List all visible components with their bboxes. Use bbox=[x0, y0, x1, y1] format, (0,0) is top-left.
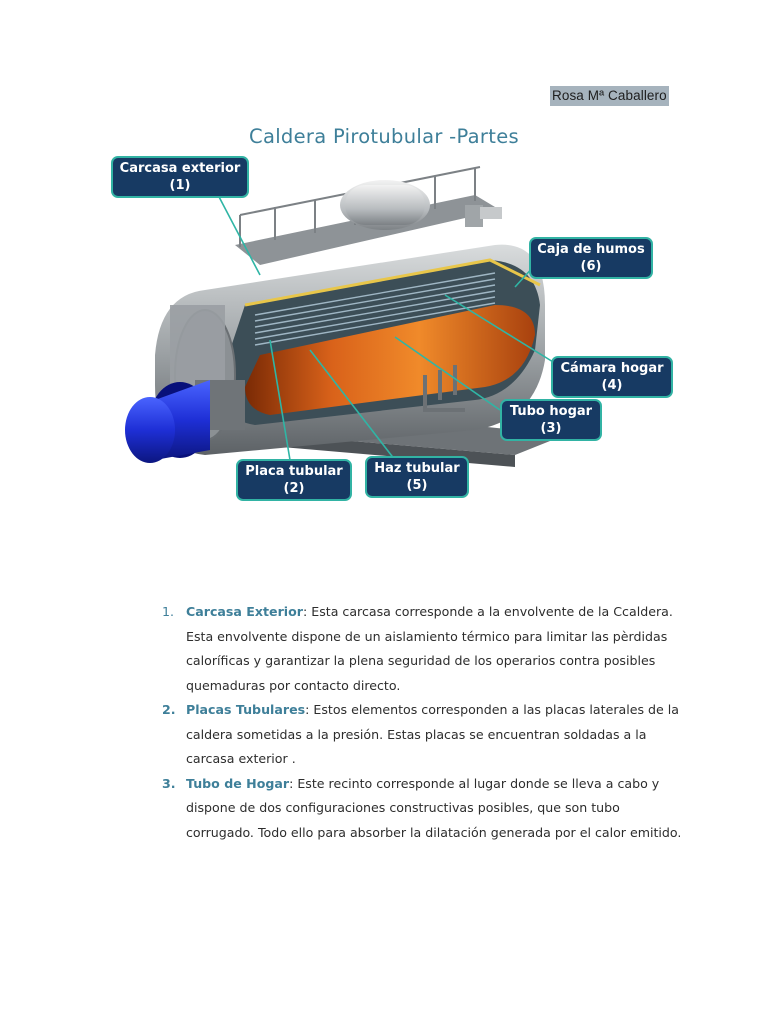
item-text: Estos elementos corresponden a las placas laterales de la caldera sometidas a la presión. Estas placas se encuentran soldadas a la carcasa exterior . bbox=[186, 702, 679, 766]
item-term: Placas Tubulares bbox=[186, 702, 306, 717]
item-number: 1. bbox=[162, 604, 175, 619]
callout-number: (5) bbox=[406, 478, 428, 493]
item-text: Esta carcasa corresponde a la envolvente de la Ccaldera. Esta envolvente dispone de un aislamiento térmico para limitar las pèrdidas caloríficas y garantizar la plena seguridad de los operarios contra posibles quemaduras por contacto directo. bbox=[186, 604, 673, 693]
callout-label: Caja de humos bbox=[537, 242, 645, 257]
callout-number: (2) bbox=[283, 481, 305, 496]
author-name: Rosa Mª Caballero bbox=[550, 86, 669, 106]
callout-haz-tubular bbox=[365, 456, 469, 498]
item-separator: : bbox=[302, 604, 308, 619]
callout-camara-hogar bbox=[551, 356, 673, 398]
callout-label: Haz tubular bbox=[374, 461, 460, 476]
list-item bbox=[162, 698, 682, 772]
boiler-figure bbox=[95, 155, 685, 500]
callout-label: Carcasa exterior bbox=[119, 161, 241, 176]
callout-number: (6) bbox=[580, 259, 602, 274]
burner bbox=[125, 397, 175, 463]
item-number: 3. bbox=[162, 775, 176, 791]
callout-carcasa-exterior bbox=[111, 156, 249, 198]
callout-label: Tubo hogar bbox=[509, 404, 593, 419]
item-term: Tubo de Hogar bbox=[186, 775, 290, 791]
callout-label: Placa tubular bbox=[245, 464, 343, 479]
callout-label: Cámara hogar bbox=[560, 361, 664, 376]
item-separator: : bbox=[305, 702, 310, 717]
page-title: Caldera Pirotubular -Partes bbox=[249, 125, 519, 148]
list-item bbox=[162, 600, 682, 698]
callout-number: (3) bbox=[540, 421, 562, 436]
callout-number: (1) bbox=[169, 178, 191, 193]
parts-list bbox=[162, 600, 682, 845]
item-separator: : bbox=[289, 775, 294, 791]
callout-placa-tubular bbox=[236, 459, 352, 501]
callout-tubo-hogar bbox=[500, 399, 602, 441]
item-text: Este recinto corresponde al lugar donde se lleva a cabo y dispone de dos configuraciones constructivas posibles, que son tubo corrugado. Todo ello para absorber la dilatación generada por el calor emitido. bbox=[186, 775, 682, 840]
list-item bbox=[162, 772, 682, 846]
boiler-illustration bbox=[95, 155, 685, 500]
callout-number: (4) bbox=[601, 378, 623, 393]
callout-caja-de-humos bbox=[529, 237, 653, 279]
item-term: Carcasa Exterior bbox=[186, 604, 303, 619]
item-number: 2. bbox=[162, 702, 176, 717]
